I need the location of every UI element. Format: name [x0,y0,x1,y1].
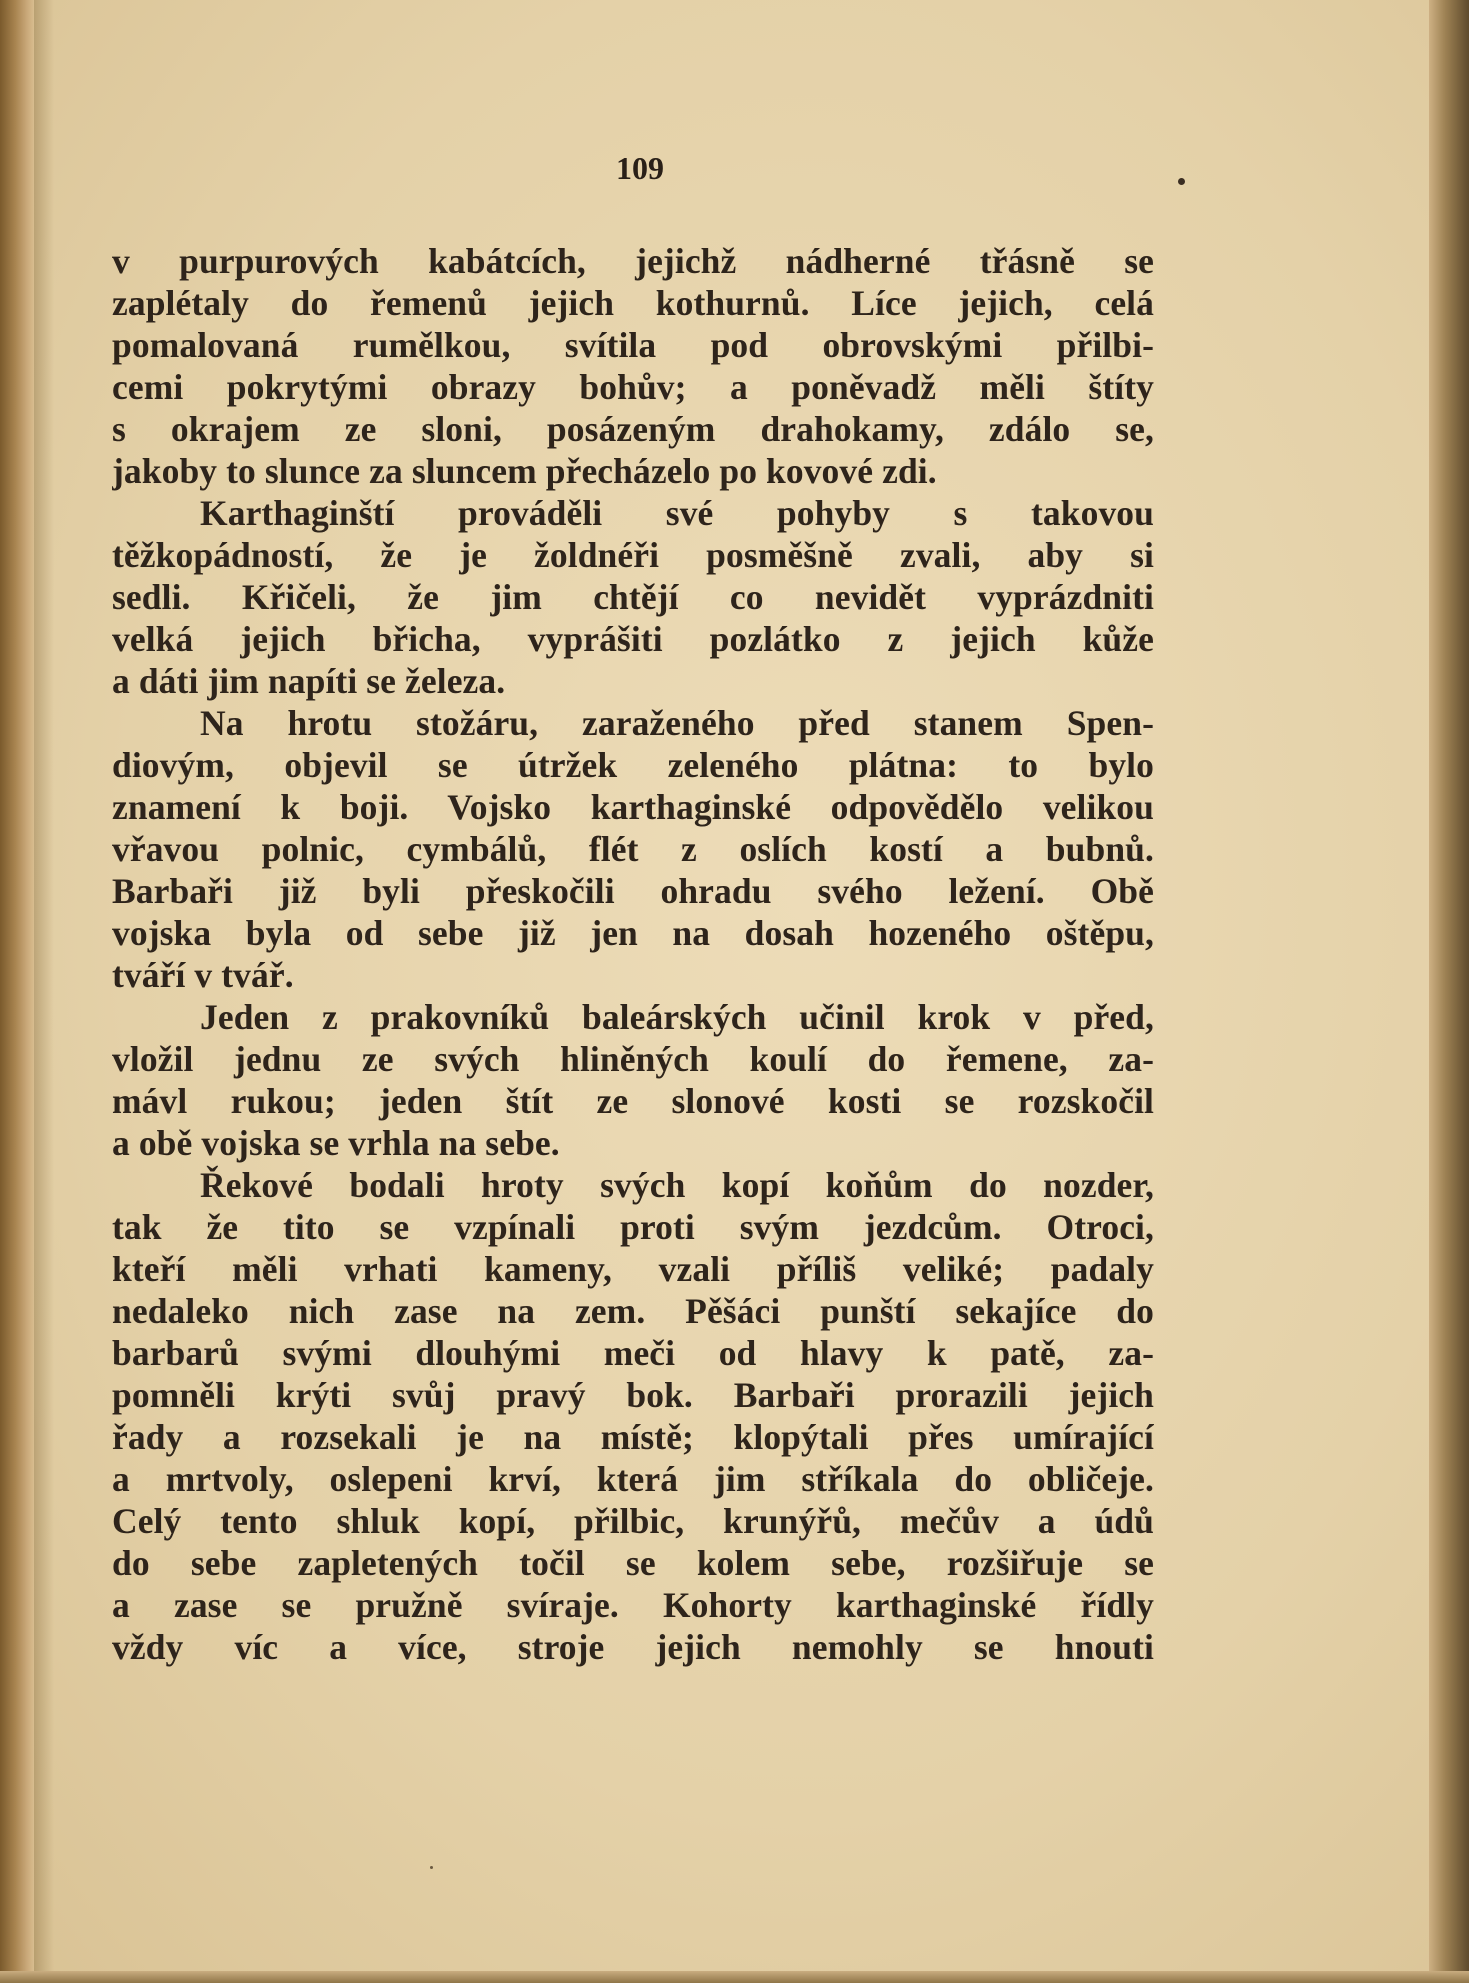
text-line: kteří měli vrhati kameny, vzali příliš veliké; padaly [112,1249,1154,1289]
text-line: zaplétaly do řemenů jejich kothurnů. Líce jejich, celá [112,283,1154,323]
text-line: nedaleko nich zase na zem. Pěšáci punští sekajíce do [112,1291,1154,1331]
text-line: s okrajem ze sloni, posázeným drahokamy, zdálo se, [112,409,1154,449]
text-line: pomalovaná rumělkou, svítila pod obrovskými přilbi- [112,325,1154,365]
text-line: pomněli krýti svůj pravý bok. Barbaři prorazili jejich [112,1375,1154,1415]
ink-dot [1178,178,1185,185]
paragraph [112,240,1154,492]
paper-speck [430,1866,433,1869]
text-line: vojska byla od sebe již jen na dosah hozeného oštěpu, [112,913,1154,953]
paragraph [112,492,1154,702]
text-line: Barbaři již byli přeskočili ohradu svého ležení. Obě [112,871,1154,911]
page-number: 109 [616,150,664,186]
text-line: a dáti jim napíti se železa. [112,661,506,701]
text-line: Jeden z prakovníků baleárských učinil krok v před, [200,997,1154,1037]
text-line: řady a rozsekali je na místě; klopýtali přes umírající [112,1417,1154,1457]
body-text [112,240,1154,1668]
text-line: těžkopádností, že je žoldnéři posměšně zvali, aby si [112,535,1154,575]
book-spine [0,0,34,1983]
spine-shadow [34,0,54,1983]
text-line: vřavou polnic, cymbálů, flét z oslích kostí a bubnů. [112,829,1154,869]
text-line: diovým, objevil se útržek zeleného plátna: to bylo [112,745,1154,785]
text-line: a obě vojska se vrhla na sebe. [112,1123,560,1163]
text-line: a zase se pružně svíraje. Kohorty karthaginské řídly [112,1585,1154,1625]
text-line: jakoby to slunce za sluncem přecházelo po kovové zdi. [112,451,937,491]
paragraph [112,1164,1154,1668]
text-line: vložil jednu ze svých hliněných koulí do řemene, za- [112,1039,1154,1079]
text-line: velká jejich břicha, vyprášiti pozlátko z jejich kůže [112,619,1154,659]
text-line: do sebe zapletených točil se kolem sebe, rozšiřuje se [112,1543,1154,1583]
text-line: tváří v tvář. [112,955,294,995]
text-line: barbarů svými dlouhými meči od hlavy k patě, za- [112,1333,1154,1373]
text-line: tak že tito se vzpínali proti svým jezdcům. Otroci, [112,1207,1154,1247]
text-line: a mrtvoly, oslepeni krví, která jim stříkala do obličeje. [112,1459,1154,1499]
text-line: Řekové bodali hroty svých kopí koňům do nozder, [200,1165,1154,1205]
page-bottom-edge [0,1971,1469,1983]
text-line: v purpurových kabátcích, jejichž nádherné třásně se [112,241,1154,281]
text-line: vždy víc a více, stroje jejich nemohly se hnouti [112,1627,1154,1667]
page-right-edge [1429,0,1469,1983]
paragraph [112,996,1154,1164]
text-line: sedli. Křičeli, že jim chtějí co nevidět vyprázdniti [112,577,1154,617]
text-line: Na hrotu stožáru, zaraženého před stanem Spen- [200,703,1154,743]
text-line: cemi pokrytými obrazy bohův; a poněvadž měli štíty [112,367,1154,407]
text-line: znamení k boji. Vojsko karthaginské odpovědělo velikou [112,787,1154,827]
text-line: Celý tento shluk kopí, přilbic, krunýřů, mečův a údů [112,1501,1154,1541]
text-line: mávl rukou; jeden štít ze slonové kosti se rozskočil [112,1081,1154,1121]
text-line: Karthaginští prováděli své pohyby s takovou [200,493,1154,533]
paragraph [112,702,1154,996]
